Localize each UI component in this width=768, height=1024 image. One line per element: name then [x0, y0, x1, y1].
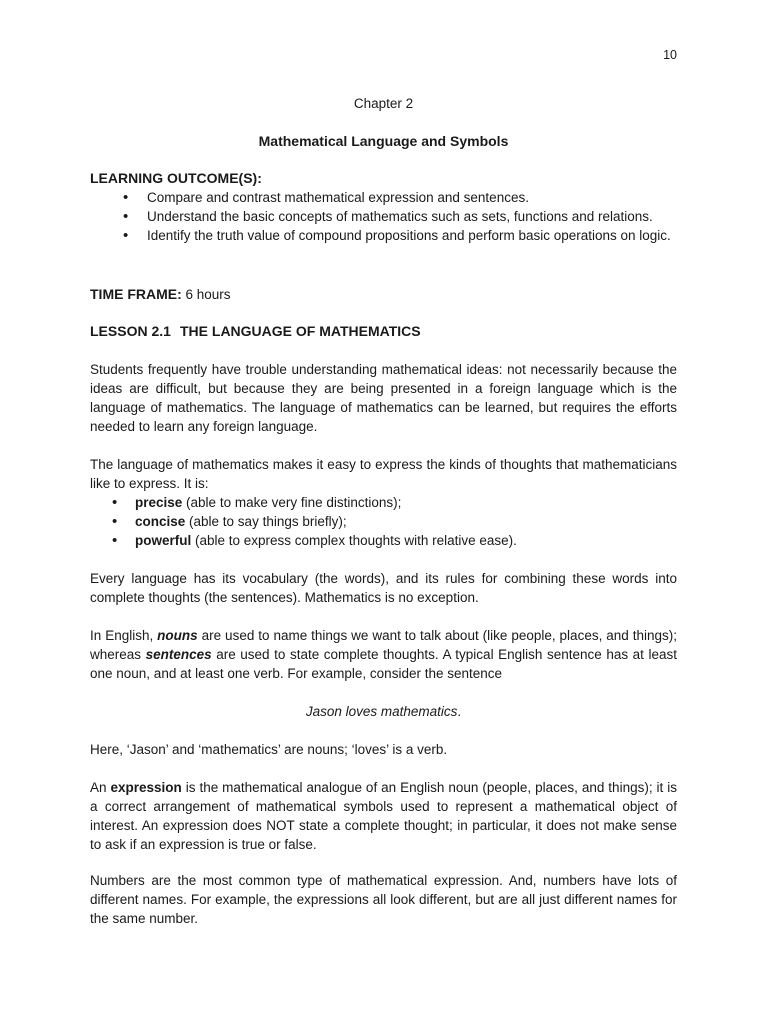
paragraph-nouns-sentences — [90, 626, 677, 683]
list-item — [90, 493, 677, 512]
document-page — [90, 0, 677, 1024]
example-sentence — [90, 702, 677, 721]
learning-outcomes-list — [90, 188, 677, 245]
feature-term: precise — [135, 495, 183, 510]
list-item: • Identify the truth value of compound propositions and perform basic operations on logic. — [90, 226, 677, 245]
example-text: Jason loves mathematics — [305, 704, 458, 719]
page-title: Mathematical Language and Symbols — [258, 133, 509, 149]
time-frame-value: 6 hours — [181, 287, 231, 302]
lesson-number: LESSON 2.1 — [90, 323, 171, 339]
time-frame — [90, 285, 677, 304]
lesson-heading — [90, 322, 677, 341]
feature-term: powerful — [135, 533, 192, 548]
feature-desc: (able to make very fine distinctions); — [182, 495, 402, 510]
list-item — [90, 512, 677, 531]
paragraph-language-features: The language of mathematics makes it easy to express the kinds of thoughts that mathematicians like to express. It is: — [90, 457, 677, 491]
text-run: In English, — [90, 628, 158, 643]
term-expression: expression — [110, 780, 182, 795]
example-period: . — [457, 704, 462, 719]
paragraph-expression — [90, 778, 677, 854]
text-run: are used to name things we want to talk about (like people, places, and things); whereas — [90, 628, 677, 662]
page-number: 10 — [663, 48, 677, 62]
learning-outcomes-heading: LEARNING OUTCOME(S): — [90, 170, 262, 186]
chapter-label: Chapter 2 — [353, 96, 414, 111]
feature-desc: (able to say things briefly); — [185, 514, 347, 529]
lesson-title: THE LANGUAGE OF MATHEMATICS — [180, 323, 421, 339]
list-item — [90, 531, 677, 550]
feature-term: concise — [135, 514, 186, 529]
paragraph-vocabulary: Every language has its vocabulary (the words), and its rules for combining these words into complete thoughts (the sentences). Mathematics is no exception. — [90, 571, 677, 605]
text-run: are used to state complete thoughts. A typical English sentence has at least one noun, and at least one verb. For example, consider the sentence — [90, 647, 677, 681]
features-list — [90, 493, 677, 550]
paragraph-numbers: Numbers are the most common type of mathematical expression. And, numbers have lots of different names. For example, the expressions all look different, but are all just different names for the same number. — [90, 873, 677, 926]
term-sentences: sentences — [145, 647, 212, 662]
time-frame-label: TIME FRAME: — [90, 286, 182, 302]
feature-desc: (able to express complex thoughts with relative ease). — [191, 533, 517, 548]
paragraph-intro: Students frequently have trouble understanding mathematical ideas: not necessarily because the ideas are difficult, but because they are being presented in a foreign language which is the language of mathematics. The language of mathematics can be learned, but requires the efforts needed to learn any foreign language. — [90, 362, 677, 434]
paragraph-nouns-verb: Here, ‘Jason’ and ‘mathematics’ are nouns; ‘loves’ is a verb. — [90, 742, 448, 757]
term-nouns: nouns — [157, 628, 198, 643]
text-run: is the mathematical analogue of an English noun (people, places, and things); it is a correct arrangement of mathematical symbols used to represent a mathematical object of interest. An expression does NOT state a complete thought; in particular, it does not make sense to ask if an expression is true or false. — [90, 780, 677, 852]
list-item: • Understand the basic concepts of mathematics such as sets, functions and relations. — [90, 207, 677, 226]
text-run: An — [90, 780, 111, 795]
list-item: • Compare and contrast mathematical expression and sentences. — [90, 188, 677, 207]
